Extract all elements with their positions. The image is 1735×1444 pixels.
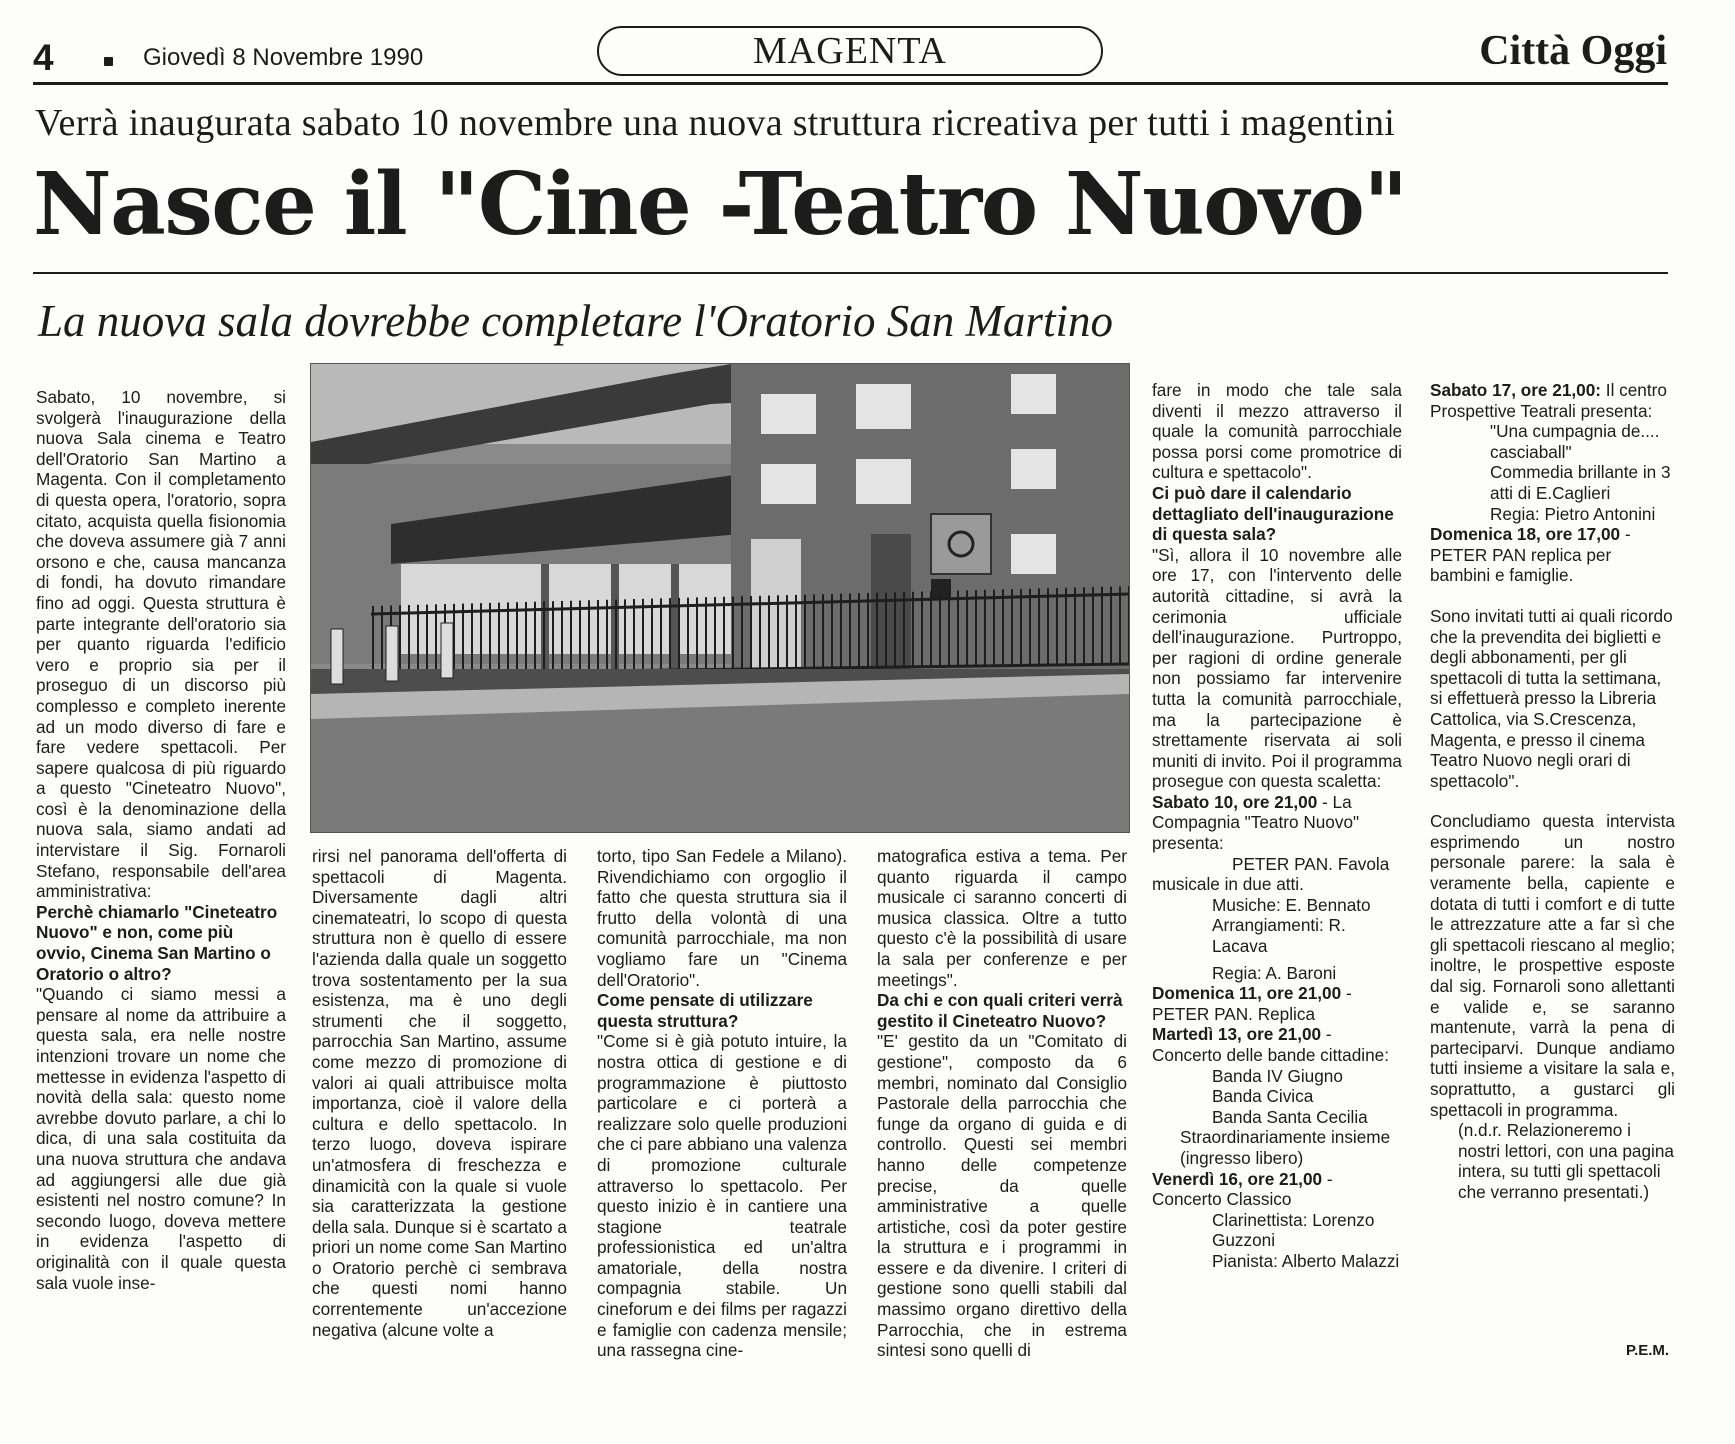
event-detail: PETER PAN. Favola bbox=[1232, 853, 1390, 874]
article-column-6 bbox=[1430, 380, 1675, 1203]
event-date: Domenica 18, ore 17,00 bbox=[1430, 524, 1621, 545]
article-column-5 bbox=[1152, 380, 1402, 1272]
paragraph: Sabato, 10 novembre, si svolgerà l'inaugurazione della nuova Sala cinema e Teatro dell'Oratorio San Martino a Magenta. Con il completamento di questa opera, l'oratorio, sopra citato, acquista quella fisionomia che doveva assumere già 7 anni orsono e che, causa mancanza di fondi, ha dovuto rimandare fino ad oggi. Questa struttura è parte integrante dell'oratorio sia per quanto riguarda l'edificio vero e proprio sia per il proseguo di un discorso più complesso e completo inerente ad un modo diverso di fare e fare vedere spettacoli. Per sapere qualcosa di più riguardo a questo "Cineteatro Nuovo", così è la denominazione della nuova sala, siamo andati ad intervistare il Sig. Fornaroli Stefano, responsabile dell'area amministrativa: bbox=[36, 387, 286, 902]
page-number: 4 bbox=[33, 37, 54, 78]
event-description: - PETER PAN replica per bambini e famiglie. bbox=[1430, 524, 1631, 586]
building-photo bbox=[310, 363, 1130, 833]
event-detail: Clarinettista: Lorenzo Guzzoni bbox=[1212, 1209, 1375, 1251]
article-headline: Nasce il "Cine -Teatro Nuovo" bbox=[33, 154, 1407, 255]
paragraph: "E' gestito da un "Comitato di gestione", composto da 6 membri, nominato dal Consiglio Pastorale della parrocchia che funge da organo di guida e di controllo. Questi sei membri hanno delle competenze precise, da quelle amministrative a quelle artistiche, così da poter gestire la struttura e i programmi in essere e da divenire. I criteri di gestione sono quelli stabili dal massimo organo direttivo della Parrocchia, che in estrema sintesi sono quelli di bbox=[877, 1031, 1127, 1361]
event-detail: Regia: A. Baroni bbox=[1212, 962, 1337, 983]
section-title: MAGENTA bbox=[753, 30, 947, 72]
author-signature: P.E.M. bbox=[1626, 1342, 1670, 1359]
article-column-2 bbox=[312, 846, 567, 1340]
section-banner bbox=[597, 26, 1103, 76]
event-detail: Banda Civica bbox=[1212, 1086, 1314, 1107]
paragraph: Concludiamo questa intervista esprimendo un nostro personale parere: la sala è veramente bella, capiente e dotata di tutti i comfort e di tutte le attrezzature atte a far sì che gli spettacoli riescano al meglio; inoltre, le prospettive esposte dal sig. Fornaroli sono allettanti e valide e, se saranno mantenute, varrà la pena di parteciparvi. Dunque andiamo tutti insieme a visitare la sala e, soprattutto, a gustarci gli spettacoli in programma. bbox=[1430, 811, 1675, 1120]
article-column-4 bbox=[877, 846, 1127, 1361]
article-column-1 bbox=[36, 387, 286, 1293]
event-detail: Straordinariamente insieme (ingresso libero) bbox=[1180, 1127, 1391, 1168]
article-column-3 bbox=[597, 846, 847, 1361]
event-date: Sabato 17, ore 21,00: bbox=[1430, 380, 1602, 400]
event-description: - PETER PAN. Replica bbox=[1152, 983, 1352, 1024]
article-kicker: Verrà inaugurata sabato 10 novembre una nuova struttura ricreativa per tutti i magentini bbox=[35, 102, 1396, 144]
issue-date: Giovedì 8 Novembre 1990 bbox=[143, 44, 424, 71]
paragraph: matografica estiva a tema. Per quanto riguarda il campo musicale ci saranno concerti di musica classica. Oltre a tutto questo c'è la possibilità di usare la sala per conferenze e per meetings". bbox=[877, 846, 1127, 990]
event-detail: Banda IV Giugno bbox=[1212, 1065, 1343, 1086]
editor-note: (n.d.r. Relazioneremo i nostri lettori, con una pagina intera, su tutti gli spettacoli che verranno presentati.) bbox=[1458, 1120, 1674, 1202]
event-description: - Concerto Classico bbox=[1152, 1168, 1333, 1210]
newspaper-name: Città Oggi bbox=[1479, 28, 1667, 74]
paragraph: torto, tipo San Fedele a Milano). Rivendichiamo con orgoglio il fatto che questa struttura sia il frutto della volontà di una comunità parrocchiale, ma non vogliamo fare un "Cinema dell'Oratorio". bbox=[597, 846, 847, 990]
article-subhead: La nuova sala dovrebbe completare l'Oratorio San Martino bbox=[38, 296, 1113, 346]
event-detail: musicale in due atti. bbox=[1152, 874, 1304, 895]
event-detail: Pianista: Alberto Malazzi bbox=[1212, 1250, 1400, 1271]
event-description: Il centro Prospettive Teatrali presenta: bbox=[1430, 380, 1667, 421]
event-detail: Commedia brillante in 3 atti di E.Caglieri bbox=[1490, 462, 1671, 503]
interview-question: Perchè chiamarlo "Cineteatro Nuovo" e non, come più ovvio, Cinema San Martino o Oratorio o altro? bbox=[36, 901, 278, 984]
headline-rule bbox=[33, 272, 1668, 274]
event-detail: "Una cumpagnia de.... casciaball" bbox=[1490, 421, 1660, 462]
event-date: Sabato 10, ore 21,00 bbox=[1152, 791, 1318, 812]
event-date: Venerdì 16, ore 21,00 bbox=[1152, 1168, 1323, 1189]
interview-question: Ci può dare il calendario dettagliato dell'inaugurazione di questa sala? bbox=[1152, 482, 1394, 545]
interview-question: Da chi e con quali criteri verrà gestito il Cineteatro Nuovo? bbox=[877, 990, 1123, 1031]
paragraph: "Sì, allora il 10 novembre alle ore 17, con l'intervento delle autorità cittadine, si avrà la cerimonia ufficiale dell'inaugurazione. Purtroppo, per ragioni di ordine generale non possiamo far intervenire tutta la comunità parrocchiale, ma la partecipazione è strettamente riservata ai soli muniti di invito. Poi il programma prosegue con questa scaletta: bbox=[1152, 544, 1402, 792]
event-detail: Musiche: E. Bennato bbox=[1212, 894, 1371, 915]
masthead-bullet bbox=[104, 57, 113, 66]
paragraph: fare in modo che tale sala diventi il mezzo attraverso il quale la comunità parrocchiale possa porsi come promotrice di cultura e spettacolo". bbox=[1152, 380, 1402, 483]
building-photo-image bbox=[311, 364, 1130, 833]
event-entry bbox=[1152, 1169, 1402, 1210]
event-entry bbox=[1152, 1024, 1402, 1065]
event-entry bbox=[1430, 380, 1675, 421]
event-detail: Regia: Pietro Antonini bbox=[1490, 503, 1656, 524]
paragraph: Sono invitati tutti ai quali ricordo che la prevendita dei biglietti e degli abbonamenti, per gli spettacoli di tutta la settimana, si effettuerà presso la Libreria Cattolica, via S.Crescenza, Magenta, e presso il cinema Teatro Nuovo negli orari di spettacolo". bbox=[1430, 605, 1673, 791]
event-detail: Arrangiamenti: R. Lacava bbox=[1212, 915, 1346, 957]
event-description: - Concerto delle bande cittadine: bbox=[1152, 1024, 1389, 1065]
paragraph: rirsi nel panorama dell'offerta di spettacoli di Magenta. Diversamente dagli altri cinemateatri, lo scopo di questa struttura non è quello di essere l'azienda dalla quale un soggetto trova sostentamento per la sua esistenza, ma è uno degli strumenti che il soggetto, parrocchia San Martino, assume come mezzo di promozione di valori ai quali attribuisce molta importanza, cioè il valore della cultura e dello spettacolo. In terzo luogo, doveva ispirare un'atmosfera di freschezza e dinamicità con la quale si vuole sia caratterizzata la gestione della sala. Dunque si è scartato a priori un nome come San Martino o Oratorio perchè ci sembrava che questi nomi hanno correntemente un'accezione negativa (alcune volte a bbox=[312, 846, 567, 1340]
event-entry bbox=[1152, 983, 1402, 1024]
event-entry bbox=[1152, 792, 1402, 854]
interview-question: Come pensate di utilizzare questa struttura? bbox=[597, 990, 813, 1031]
event-date: Martedì 13, ore 21,00 bbox=[1152, 1024, 1322, 1045]
event-entry bbox=[1430, 524, 1675, 586]
paragraph: "Come si è già potuto intuire, la nostra ottica di gestione e di programmazione è piuttosto particolare e ci porterà a realizzare solo quelle produzioni che ci pare abbiano una valenza di promozione culturale attraverso lo spettacolo. Per questo inizio è in cantiere una stagione teatrale professionistica ed un'altra amatoriale, della nostra compagnia stabile. Un cineforum e dei films per ragazzi e famiglie con cadenza mensile; una rassegna cine- bbox=[597, 1031, 847, 1361]
event-description: - La Compagnia "Teatro Nuovo" presenta: bbox=[1152, 791, 1360, 854]
paragraph: "Quando ci siamo messi a pensare al nome da attribuire a questa sala, era nelle nostre intenzioni trovare un nome che mettesse in evidenza l'aspetto di novità della sala: questo nome avrebbe dovuto parlare, a chi lo dica, di una sala costituita da una nuova struttura che andava ad aggiungersi alle due già esistenti nel nostro comune? In secondo luogo, doveva mettere in evidenza l'aspetto di originalità con il quale questa sala vuole inse- bbox=[36, 984, 286, 1293]
masthead-rule bbox=[33, 82, 1668, 85]
event-date: Domenica 11, ore 21,00 bbox=[1152, 983, 1342, 1004]
event-detail: Banda Santa Cecilia bbox=[1212, 1106, 1368, 1127]
